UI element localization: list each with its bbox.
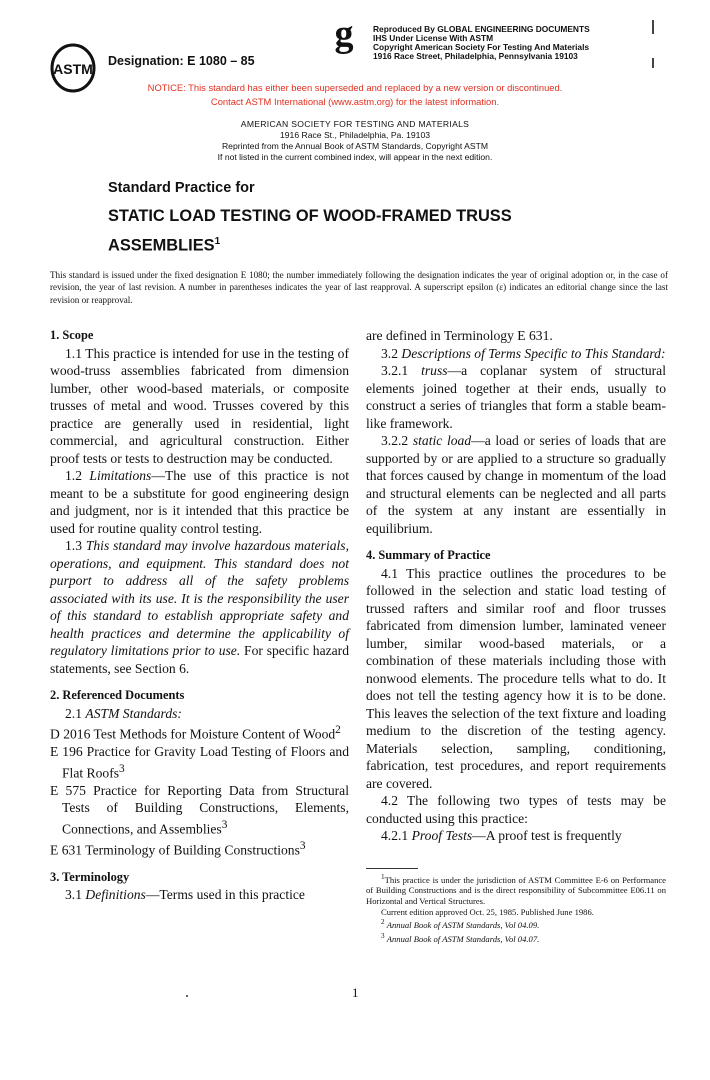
reference-text: E 631 Terminology of Building Constructions	[50, 842, 300, 858]
reference-text: E 196 Practice for Gravity Load Testing of Floors and Flat Roofs	[50, 744, 349, 781]
margin-bar	[652, 58, 654, 68]
document-title	[108, 204, 628, 258]
left-column	[50, 327, 349, 904]
section-heading-terminology: 3. Terminology	[50, 869, 130, 884]
continued-text: are defined in Terminology E 631.	[366, 328, 553, 343]
paragraph-1-1: 1.1 This practice is intended for use in the testing of wood-truss assemblies fabricated from dimension lumber, other wood-based materials, or composite trusses of metal and wood. Trusses covered by this practice are generally used in residential, light commercial, and agricultural construction. Either proof tests or tests to destruction may be conducted.	[50, 345, 349, 466]
reprinted-note: Reprinted from the Annual Book of ASTM Standards, Copyright ASTM	[221, 141, 489, 151]
para-num: 3.2.2	[381, 433, 409, 448]
paragraph-1-2	[50, 467, 349, 537]
footnote-mark: 2	[381, 918, 385, 927]
para-num: 3.2.1	[381, 363, 409, 378]
para-term: ASTM Standards:	[85, 705, 182, 721]
section-heading-scope: 1. Scope	[50, 328, 94, 342]
footnote-text: Annual Book of ASTM Standards, Vol 04.07.	[386, 933, 540, 944]
society-block	[0, 119, 710, 163]
para-text: —A proof test is frequently	[472, 828, 622, 843]
paragraph-4-1: 4.1 This practice outlines the procedures to be followed in the selection and static load testing of trussed rafters and similar roof and floor trusses fabricated from dimension lumber, laminated veneer lumber, similar wood-based materials, or a combination of these materials including those with nonwood elements. The procedure tells what to do. It does not tell the testing agency how it is to be done. This leaves the selection of the text fixture and loading medium to the discretion of the testing agency. Materials selection, sampling, conditioning, fabrication, test procedures, and report requirements are covered.	[366, 565, 666, 791]
footnote-ref: 3	[299, 839, 306, 852]
paragraph-4-2-1	[366, 827, 666, 845]
footnotes	[366, 872, 666, 944]
index-note: If not listed in the current combined index, will appear in the next edition.	[217, 152, 493, 162]
paragraph-3-2	[366, 345, 666, 363]
safety-statement: This standard may involve hazardous materials, operations, and equipment. This standard does not purport to address all of the safety problems associated with its use. It is the responsibility the user of this standard to establish appropriate safety and health practices and determine the applicability of regulatory limitations prior to use.	[50, 538, 349, 658]
issuance-statement: This standard is issued under the fixed designation E 1080; the number immediately following the designation indicates the year of original adoption or, in the case of revision, the year of last revision. A number in parentheses indicates the year of last reapproval. A superscript epsilon (ε) indicates an editorial change since the last revision or reapproval.	[50, 270, 668, 305]
footnote-rule	[366, 868, 418, 869]
notice-line2: Contact ASTM International (www.astm.org) for the latest information.	[210, 96, 500, 107]
footnote-1b: Current edition approved Oct. 25, 1985. Published June 1986.	[381, 906, 594, 917]
para-text: For specific hazard statements, see Section 6.	[50, 643, 349, 676]
footnote-1	[366, 872, 666, 907]
paragraph-1-3	[50, 537, 349, 677]
title-line1: STATIC LOAD TESTING OF WOOD-FRAMED TRUSS	[108, 207, 512, 225]
paragraph-3-1	[50, 886, 349, 904]
repro-line: Copyright American Society For Testing And Materials	[373, 42, 590, 52]
society-name: AMERICAN SOCIETY FOR TESTING AND MATERIALS	[240, 119, 470, 129]
para-num: 1.3	[65, 538, 82, 553]
designation: Designation: E 1080 – 85	[108, 54, 255, 68]
para-num: 4.2.1	[381, 828, 409, 843]
document-kind: Standard Practice for	[108, 180, 255, 196]
para-term: truss	[421, 363, 448, 378]
para-term: Limitations	[89, 468, 152, 483]
footnote-3	[366, 931, 666, 944]
paragraph-3-2-2	[366, 432, 666, 537]
para-num: 3.1	[65, 887, 82, 903]
title-line2: ASSEMBLIES	[108, 236, 215, 255]
para-term: Proof Tests	[411, 828, 473, 843]
footnote-ref: 2	[335, 724, 341, 736]
notice-line1: NOTICE: This standard has either been superseded and replaced by a new version or discontinued.	[147, 82, 563, 93]
title-footnote-ref: 1	[214, 236, 221, 247]
section-heading-referenced: 2. Referenced Documents	[50, 688, 185, 702]
footnote-2	[366, 917, 666, 930]
section-heading-summary: 4. Summary of Practice	[366, 548, 491, 562]
global-logo-glyph: g	[334, 16, 354, 55]
footnote-ref: 3	[119, 762, 125, 775]
reference-item	[50, 782, 349, 838]
footnote-ref: 3	[221, 818, 228, 831]
footnote-text: This practice is under the jurisdiction of ASTM Committee E-6 on Performance of Building Constructions and is the direct responsibility of Subcommittee E06.11 on Horizontal and Vertical Structures.	[366, 874, 666, 907]
para-text: —a coplanar system of structural elements joined together at their ends, usually to construct a series of triangles that form a stable beam-like framework.	[366, 363, 666, 431]
para-num: 3.2	[381, 345, 398, 361]
right-column	[366, 327, 666, 845]
reference-item	[50, 722, 349, 743]
reference-item	[50, 838, 349, 859]
para-text: —a load or series of loads that are supported by or are applied to a structure so gradually that forces caused by change in momentum of the load and structural elements can be neglected and all parts of the system at any instant are essentially in equilibrium.	[366, 433, 666, 536]
paragraph-3-2-1	[366, 362, 666, 432]
reproduction-notice	[373, 25, 590, 61]
repro-line: Reproduced By GLOBAL ENGINEERING DOCUMENTS	[373, 24, 590, 34]
paragraph-4-2: 4.2 The following two types of tests may be conducted using this practice:	[366, 793, 666, 826]
para-num: 1.2	[65, 468, 82, 483]
reference-text: D 2016 Test Methods for Moisture Content of Wood	[50, 726, 336, 742]
astm-logo-text: ASTM	[53, 61, 93, 77]
para-num: 2.1	[65, 705, 82, 721]
reference-item	[50, 743, 349, 782]
footnote-text: Annual Book of ASTM Standards, Vol 04.09.	[386, 920, 540, 931]
footnote-mark: 1	[381, 873, 385, 881]
page-speck	[186, 995, 188, 997]
repro-line: IHS Under License With ASTM	[373, 33, 494, 43]
para-text: —The use of this practice is not meant to be a substitute for good engineering design and judgment, nor is it intended that this practice be used for routine quality control testing.	[50, 468, 349, 536]
para-term: Definitions	[85, 887, 146, 903]
page-number: 1	[352, 985, 359, 1000]
margin-bar	[652, 20, 654, 34]
reference-text: E 575 Practice for Reporting Data from Structural Tests of Building Constructions, Elements, Connections, and Assemblies	[50, 782, 349, 837]
para-term: static load	[412, 433, 472, 448]
footnote-mark: 3	[381, 931, 385, 940]
superseded-notice	[0, 81, 710, 109]
repro-line: 1916 Race Street, Philadelphia, Pennsylvania 19103	[373, 51, 578, 61]
global-engineering-logo	[326, 16, 362, 58]
para-term: Descriptions of Terms Specific to This Standard:	[401, 345, 666, 361]
para-text: —Terms used in this practice	[145, 887, 305, 903]
paragraph-2-1	[50, 705, 349, 723]
society-address: 1916 Race St., Philadelphia, Pa. 19103	[279, 130, 431, 140]
